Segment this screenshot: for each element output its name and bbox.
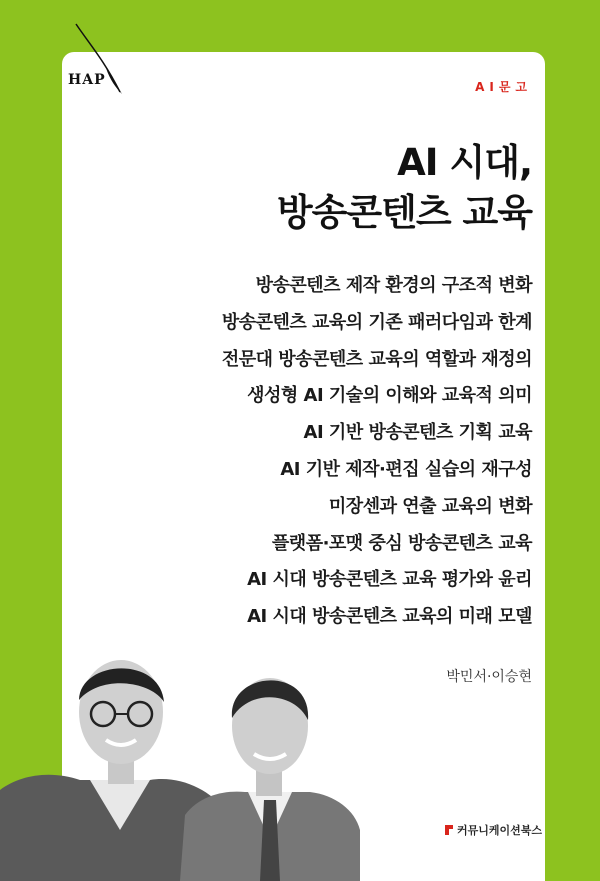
logo-text: HAP: [68, 72, 106, 88]
series-label: AI문고: [475, 80, 532, 94]
toc-item: 방송콘텐츠 제작 환경의 구조적 변화: [255, 275, 532, 296]
publisher-mark-icon: [445, 825, 453, 835]
toc-item: AI 기반 제작·편집 실습의 재구성: [280, 458, 532, 480]
publisher-imprint: [445, 822, 542, 838]
toc-item: 미장센과 연출 교육의 변화: [328, 495, 532, 517]
quill-stroke-icon: [66, 22, 136, 102]
toc-item: 방송콘텐츠 교육의 기존 패러다임과 한계: [221, 311, 532, 333]
authors: 박민서·이승현: [446, 669, 532, 685]
toc-item: AI 시대 방송콘텐츠 교육 평가와 윤리: [247, 569, 532, 591]
publisher-logo: [66, 22, 136, 102]
publisher-name: 커뮤니케이션북스: [456, 824, 542, 837]
toc-item: AI 기반 방송콘텐츠 기획 교육: [303, 422, 532, 444]
book-title: [277, 138, 532, 238]
author-photo: [0, 630, 360, 881]
title-line-2: 방송콘텐츠 교육: [276, 191, 532, 234]
toc-item: 생성형 AI 기술의 이해와 교육적 의미: [247, 385, 532, 407]
toc-item: AI 시대 방송콘텐츠 교육의 미래 모델: [247, 606, 532, 628]
toc-item: 플랫폼·포맷 중심 방송콘텐츠 교육: [271, 532, 532, 554]
toc-item: 전문대 방송콘텐츠 교육의 역할과 재정의: [221, 348, 532, 370]
title-line-1: AI 시대,: [397, 141, 532, 184]
table-of-contents: [222, 268, 532, 636]
